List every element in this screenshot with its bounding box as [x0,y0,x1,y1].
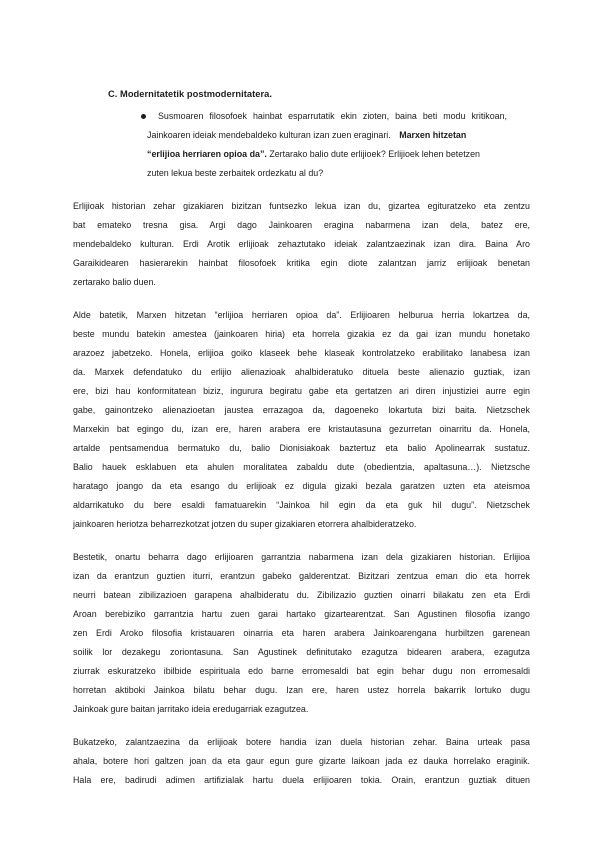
paragraph-line: ere, bizi hau konformitatean biziz, ingurura begiratu gabe eta gertatzen ari diren injustiziei aurre egin [73,386,530,396]
section-heading: C. Modernitatetik postmodernitatera. [108,89,273,99]
bullet-line: Jainkoaren ideiak mendebaldeko kulturan izan zuen eraginari. Marxen hitzetan [147,130,467,140]
bold-text: Marxen hitzetan [399,130,467,140]
paragraph-line: bat emateko tresna gisa. Argi dago Jainkoaren eragina nabarmena izan dela, batez ere, [73,220,530,230]
paragraph-line: Bukatzeko, zalantzaezina da erlijioak botere handia izan duela historian zehar. Baina urteak pasa [73,737,530,747]
paragraph-line: soilik lor dezakegu zoriontasuna. San Agustinek definitutako ezagutza bidearen arabera, ezagutza [73,647,530,657]
paragraph-line: Marxekin bat egingo du, izan ere, haren arabera ere kristautasuna gezurretan oinarritu da. Honela, [73,424,530,434]
paragraph-line: zen Erdi Aroko filosofia kristauaren oinarria eta haren arabera Jainkoarengana hurbiltzen garenean [73,628,530,638]
paragraph-line: Alde batetik, Marxen hitzetan “erlijioa herriaren opioa da”. Erlijioaren helburua herria lokartzea da, [73,310,530,320]
paragraph-line: Balio hauek esklabuen eta ahulen moralitatea zabaldu dute (obedientzia, apaltasuna…). Nietzsche [73,462,530,472]
paragraph-line: arazoez jabetzeko. Honela, erlijioa goiko klaseek behe klaseak kontrolatzeko erabilitako lanabesa izan [73,348,530,358]
paragraph-line: artalde pentsamendua bermatuko du, balio Dionisiakoak baztertuz eta balio Apolinearrak sustatuz. [73,443,530,453]
paragraph-line: haratago joango da eta esango du erlijioak ez digula gizaki bezala garatzen uzten eta ateismoa [73,481,530,491]
paragraph-line: neurri batean zibilizazioen garapena ahalbideratu du. Zibilizazio guztien oinarri bilakatu zen eta Erdi [73,590,530,600]
bullet-line: Susmoaren filosofoek hainbat esparrutatik ekin zioten, baina beti modu kritikoan, [158,111,507,121]
paragraph-line: gabe, gainontzeko alienazioetan jaustea errazagoa da, dagoeneko lokartuta bizi baita. Nietzschek [73,405,530,415]
paragraph-line: beste mundu batekin amestea (jainkoaren hiria) eta horrela gizakia ez da gai izan mundu honetako [73,329,530,339]
paragraph-line: aldarrikatuko du bere esaldi famatuarekin “Jainkoa hil egin da eta guk hil dugu”. Nietzschek [73,500,530,510]
bullet-line: “erlijioa herriaren opioa da”. Zertarako balio dute erlijioek? Erlijioek lehen betetzen [147,149,480,159]
bullet-line: zuten lekua beste zerbaitek ordezkatu al du? [147,168,324,178]
paragraph-line: izan da erantzun guztien iturri, erantzun gabeko galderentzat. Bizitzari zentzua eman dio eta horrek [73,571,530,581]
paragraph-line: mendebaldeko kulturan. Erdi Arotik erlijioak zehaztutako ideiak zalantzaezinak izan dira. Baina Aro [73,239,530,249]
paragraph-line: da. Marxek defendatuko du erlijio alienazioak ahalbideratuko dituela beste alienazio guztiak, izan [73,367,530,377]
paragraph-line: horretan aktiboki Jainkoa bilatu behar dugu. Izan ere, haren ustez horrela bakarrik lortuko dugu [73,685,530,695]
bullet-icon [141,114,146,119]
paragraph-line: Hala ere, badirudi adimen artifizialak hartu duela erlijioaren tokia. Orain, erantzun guztiak dituen [73,775,530,785]
paragraph-line: Aroan berebiziko garrantzia hartu zuen garai hartako gizartearentzat. San Agustinen filosofia izango [73,609,530,619]
paragraph-line: Garaikidearen hasierarekin hainbat filosofoek kritika egin diote zalantzan jarriz erlijioak benetan [73,258,530,268]
paragraph-line: ahala, botere hori galtzen joan da eta gaur egun gure gizarte laikoan jada ez dauka horrelako eraginik. [73,756,530,766]
paragraph-line: jainkoaren heriotza beharrezkotzat jotzen du super gizakiaren etorrera ahalbideratzeko. [73,519,417,529]
paragraph-line: Erlijioak historian zehar gizakiaren bizitzan funtsezko lekua izan du, gizartea egituratzeko eta zentzu [73,201,530,211]
paragraph-line: Bestetik, onartu beharra dago erlijioaren garrantzia nabarmena izan dela gizakiaren historian. Erlijioa [73,552,530,562]
paragraph-line: Jainkoak gure baitan jarritako ideia eredugarriak ezagutzea. [73,704,309,714]
paragraph-line: zertarako balio duen. [73,277,156,287]
paragraph-line: ziurrak eskuratzeko ibilbide espirituala edo barne erromesaldi bat egin behar dugu non erromesaldi [73,666,530,676]
bold-text: “erlijioa herriaren opioa da”. [147,149,267,159]
